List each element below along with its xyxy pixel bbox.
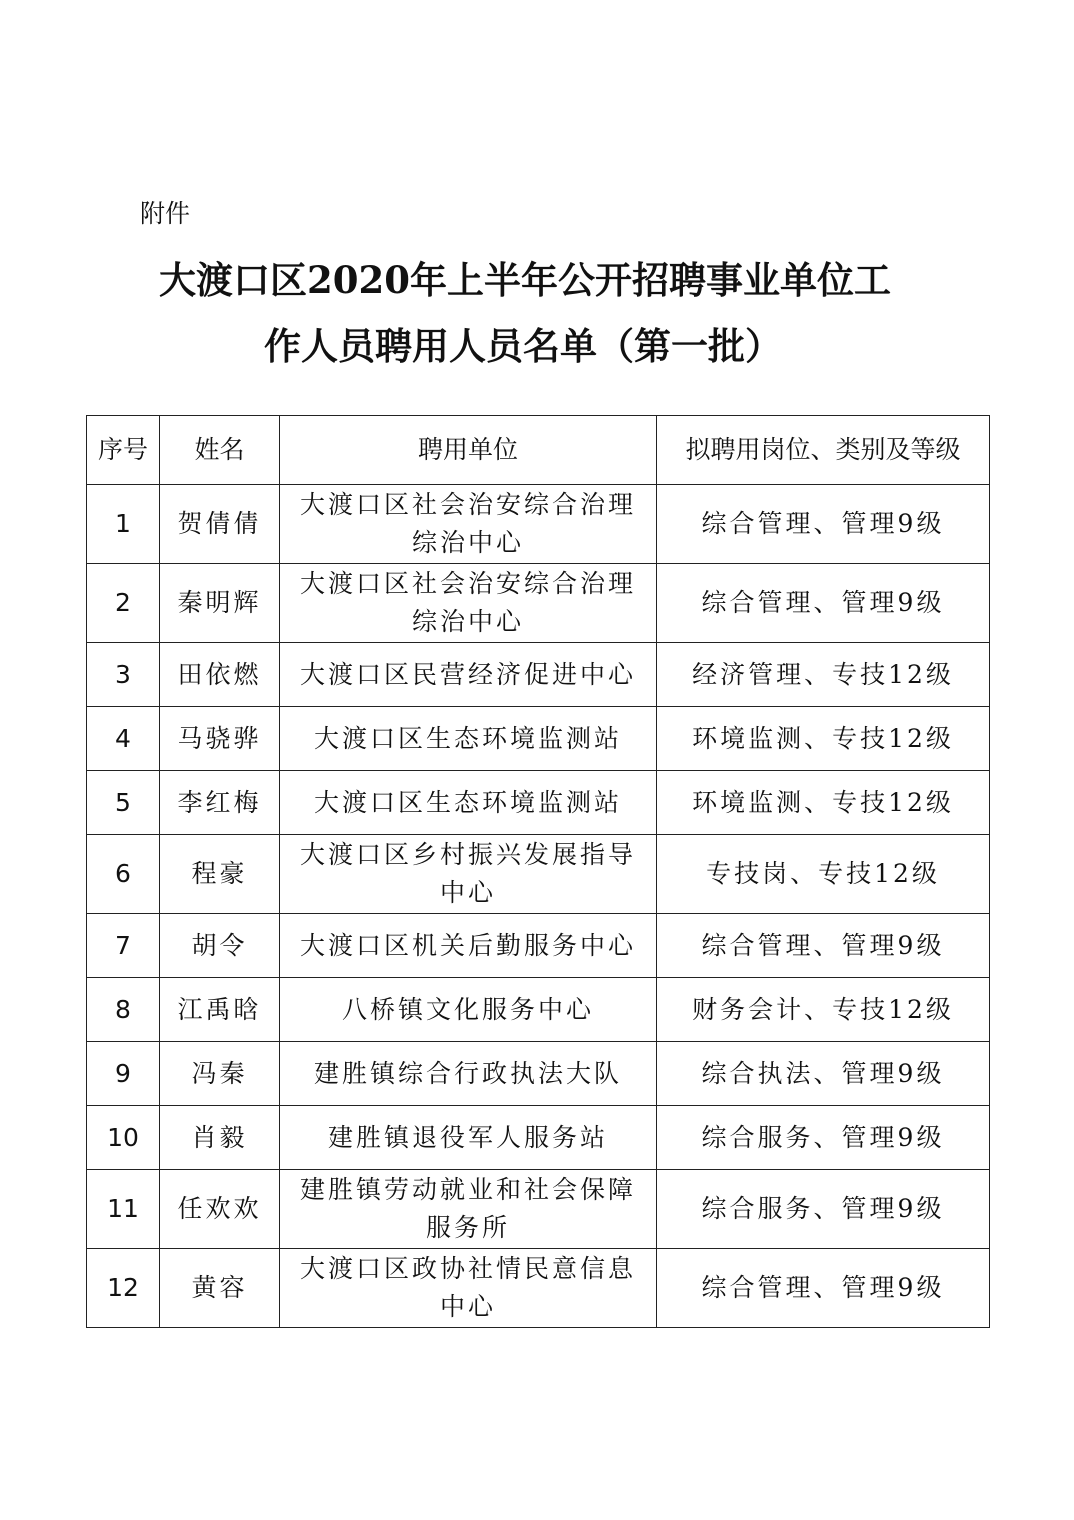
cell-post: 综合执法、管理9级 <box>657 1042 990 1106</box>
header-name: 姓名 <box>160 416 280 485</box>
cell-name: 马骁骅 <box>160 707 280 771</box>
cell-unit: 大渡口区生态环境监测站 <box>280 707 657 771</box>
table-row <box>87 707 990 771</box>
cell-seq: 1 <box>87 485 160 564</box>
cell-name: 冯秦 <box>160 1042 280 1106</box>
cell-unit: 大渡口区民营经济促进中心 <box>280 643 657 707</box>
table-row <box>87 485 990 564</box>
cell-post: 环境监测、专技12级 <box>657 771 990 835</box>
cell-unit: 大渡口区政协社情民意信息中心 <box>280 1249 657 1328</box>
cell-post: 财务会计、专技12级 <box>657 978 990 1042</box>
cell-name: 黄容 <box>160 1249 280 1328</box>
cell-seq: 10 <box>87 1106 160 1170</box>
cell-name: 程豪 <box>160 835 280 914</box>
table-header-row <box>87 416 990 485</box>
cell-post: 环境监测、专技12级 <box>657 707 990 771</box>
cell-unit: 建胜镇综合行政执法大队 <box>280 1042 657 1106</box>
cell-name: 贺倩倩 <box>160 485 280 564</box>
cell-name: 肖毅 <box>160 1106 280 1170</box>
cell-unit: 大渡口区机关后勤服务中心 <box>280 914 657 978</box>
cell-post: 综合管理、管理9级 <box>657 485 990 564</box>
cell-unit: 建胜镇退役军人服务站 <box>280 1106 657 1170</box>
cell-post: 综合管理、管理9级 <box>657 564 990 643</box>
cell-post: 综合管理、管理9级 <box>657 914 990 978</box>
cell-seq: 4 <box>87 707 160 771</box>
cell-post: 综合服务、管理9级 <box>657 1170 990 1249</box>
cell-post: 综合服务、管理9级 <box>657 1106 990 1170</box>
cell-seq: 2 <box>87 564 160 643</box>
table-row <box>87 564 990 643</box>
cell-name: 江禹晗 <box>160 978 280 1042</box>
cell-name: 任欢欢 <box>160 1170 280 1249</box>
cell-post: 经济管理、专技12级 <box>657 643 990 707</box>
table-row <box>87 835 990 914</box>
cell-seq: 8 <box>87 978 160 1042</box>
cell-unit: 大渡口区生态环境监测站 <box>280 771 657 835</box>
table-row <box>87 1170 990 1249</box>
cell-seq: 7 <box>87 914 160 978</box>
cell-unit: 建胜镇劳动就业和社会保障服务所 <box>280 1170 657 1249</box>
header-post: 拟聘用岗位、类别及等级 <box>657 416 990 485</box>
table-row <box>87 914 990 978</box>
cell-seq: 9 <box>87 1042 160 1106</box>
table-row <box>87 771 990 835</box>
cell-seq: 6 <box>87 835 160 914</box>
table-row <box>87 1042 990 1106</box>
table-row <box>87 643 990 707</box>
cell-unit: 大渡口区社会治安综合治理综治中心 <box>280 564 657 643</box>
hiring-roster-table <box>86 415 990 1328</box>
table-row <box>87 978 990 1042</box>
header-seq: 序号 <box>87 416 160 485</box>
cell-post: 专技岗、专技12级 <box>657 835 990 914</box>
table-row <box>87 1106 990 1170</box>
document-title-line-1: 大渡口区2020年上半年公开招聘事业单位工 <box>159 258 891 302</box>
cell-seq: 5 <box>87 771 160 835</box>
table-row <box>87 1249 990 1328</box>
cell-name: 胡令 <box>160 914 280 978</box>
cell-seq: 11 <box>87 1170 160 1249</box>
cell-seq: 12 <box>87 1249 160 1328</box>
cell-unit: 大渡口区社会治安综合治理综治中心 <box>280 485 657 564</box>
header-unit: 聘用单位 <box>280 416 657 485</box>
cell-unit: 大渡口区乡村振兴发展指导中心 <box>280 835 657 914</box>
document-title-line-2: 作人员聘用人员名单（第一批） <box>264 324 782 368</box>
cell-unit: 八桥镇文化服务中心 <box>280 978 657 1042</box>
attachment-label: 附件 <box>140 199 191 228</box>
cell-name: 秦明辉 <box>160 564 280 643</box>
cell-seq: 3 <box>87 643 160 707</box>
cell-post: 综合管理、管理9级 <box>657 1249 990 1328</box>
cell-name: 李红梅 <box>160 771 280 835</box>
cell-name: 田依燃 <box>160 643 280 707</box>
